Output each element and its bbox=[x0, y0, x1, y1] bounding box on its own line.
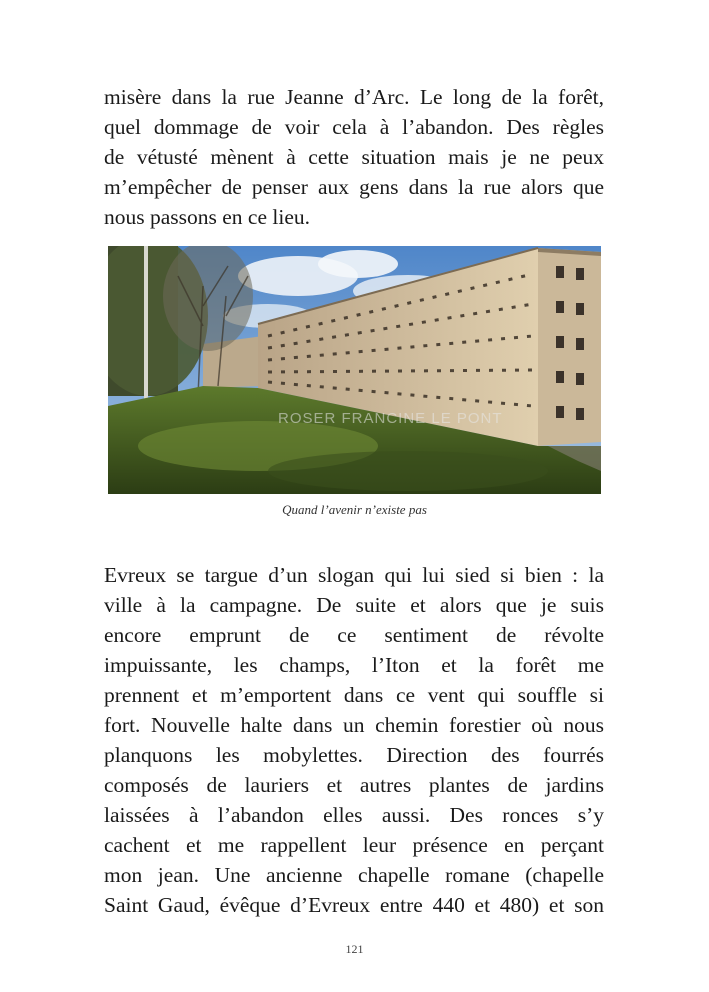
text-line: planquons les mobylettes. Direction des fourrés bbox=[104, 743, 604, 767]
text-line: quel dommage de voir cela à l’abandon. Des règles bbox=[104, 115, 604, 139]
photo-abandoned-building bbox=[108, 246, 601, 494]
photo-watermark: ROSER FRANCINE LE PONT bbox=[278, 410, 503, 427]
text-line: mon jean. Une ancienne chapelle romane (chapelle bbox=[104, 863, 604, 887]
figure-caption: Quand l’avenir n’existe pas bbox=[282, 502, 427, 517]
text-line: cachent et me rappellent leur présence en perçant bbox=[104, 833, 604, 857]
text-line: encore emprunt de ce sentiment de révolte bbox=[104, 623, 604, 647]
text-line: laissées à l’abandon elles aussi. Des ronces s’y bbox=[104, 803, 604, 827]
text-line: de vétusté mènent à cette situation mais je ne peux bbox=[104, 145, 604, 169]
text-line: ville à la campagne. De suite et alors que je suis bbox=[104, 593, 604, 617]
text-line: Saint Gaud, évêque d’Evreux entre 440 et 480) et son bbox=[104, 893, 604, 917]
text-line: fort. Nouvelle halte dans un chemin forestier où nous bbox=[104, 713, 604, 737]
paragraph-top bbox=[104, 82, 604, 232]
text-line: impuissante, les champs, l’Iton et la forêt me bbox=[104, 653, 604, 677]
text-line: Evreux se targue d’un slogan qui lui sied si bien : la bbox=[104, 563, 604, 587]
paragraph-bottom bbox=[104, 560, 604, 920]
text-line: composés de lauriers et autres plantes de jardins bbox=[104, 773, 604, 797]
page-number: 121 bbox=[345, 942, 364, 956]
text-line: m’empêcher de penser aux gens dans la rue alors que bbox=[104, 175, 604, 199]
text-line: misère dans la rue Jeanne d’Arc. Le long de la forêt, bbox=[104, 85, 604, 109]
text-line: prennent et m’emportent dans ce vent qui souffle si bbox=[104, 683, 604, 707]
text-line: nous passons en ce lieu. bbox=[104, 205, 311, 229]
